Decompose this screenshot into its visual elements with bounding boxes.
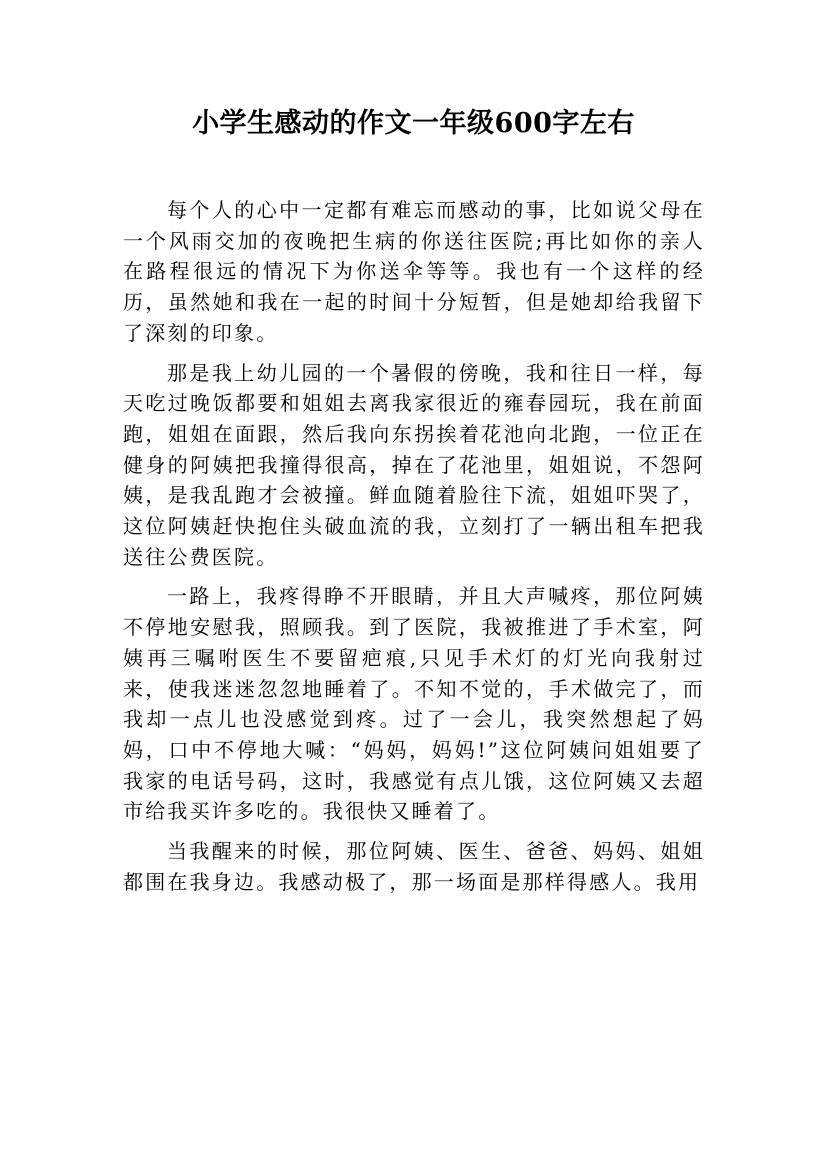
paragraph-4: 当我醒来的时候，那位阿姨、医生、爸爸、妈妈、姐姐都围在我身边。我感动极了，那一场面是那样得感人。我用 [123,839,705,894]
document-title: 小学生感动的作文一年级600字左右 [192,108,635,139]
document-body [123,195,705,906]
paragraph-2: 那是我上幼儿园的一个暑假的傍晚，我和往日一样，每天吃过晚饭都要和姐姐去离我家很近的雍春园玩，我在前面跑，姐姐在面跟，然后我向东拐挨着花池向北跑，一位正在健身的阿姨把我撞得很高，掉在了花池里，姐姐说，不怨阿姨，是我乱跑才会被撞。鲜血随着脸往下流，姐姐吓哭了，这位阿姨赶快抱住头破血流的我，立刻打了一辆出租车把我送往公费医院。 [123,360,705,569]
paragraph-3: 一路上，我疼得睁不开眼睛，并且大声喊疼，那位阿姨不停地安慰我，照顾我。到了医院，我被推进了手术室，阿姨再三嘱咐医生不要留疤痕,只见手术灯的灯光向我射过来，使我迷迷忽忽地睡着了。不知不觉的，手术做完了，而我却一点儿也没感觉到疼。过了一会儿，我突然想起了妈妈，口中不停地大喊：“妈妈，妈妈!”这位阿姨问姐姐要了我家的电话号码，这时，我感觉有点儿饿，这位阿姨又去超市给我买许多吃的。我很快又睡着了。 [123,584,705,824]
paragraph-1: 每个人的心中一定都有难忘而感动的事，比如说父母在一个风雨交加的夜晚把生病的你送往医院;再比如你的亲人在路程很远的情况下为你送伞等等。我也有一个这样的经历，虽然她和我在一起的时间十分短暂，但是她却给我留下了深刻的印象。 [123,198,705,345]
